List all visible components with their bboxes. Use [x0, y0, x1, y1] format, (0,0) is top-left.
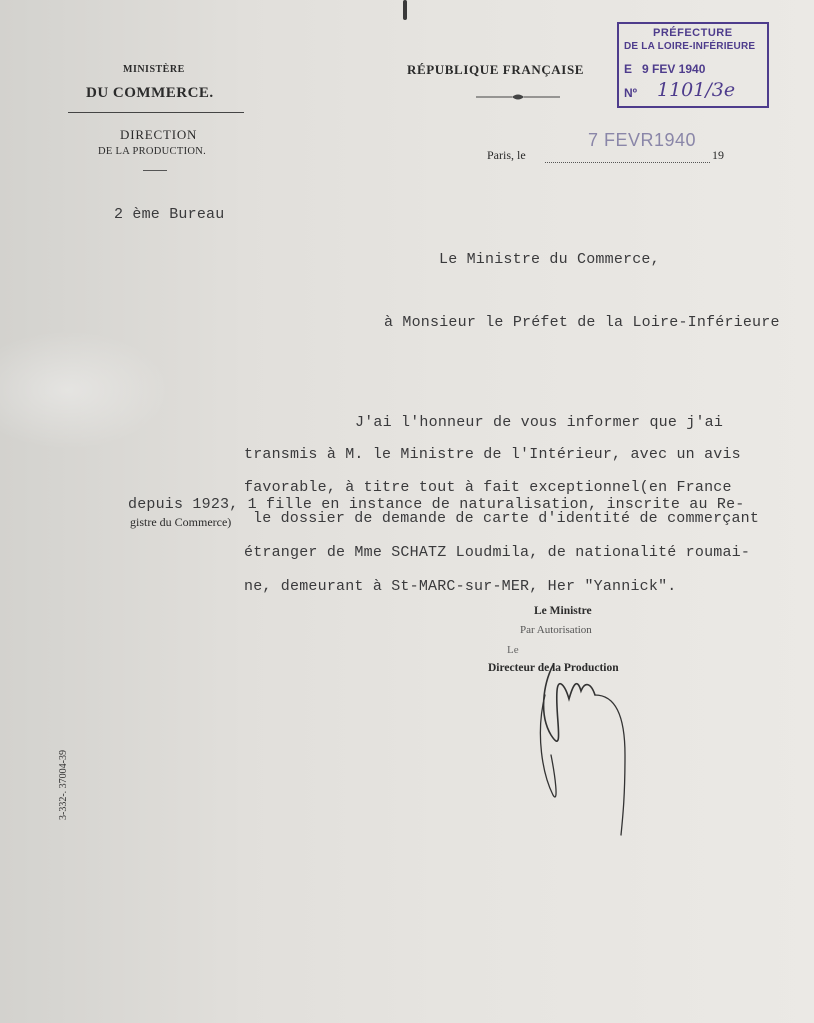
direction-label: DIRECTION [120, 127, 198, 142]
stamp-line-date: E 9 FEV 1940 [624, 62, 706, 76]
place-label: Paris, le [487, 148, 526, 162]
bureau-label: 2 ème Bureau [114, 206, 225, 223]
ministry-label: MINISTÈRE [123, 64, 185, 75]
body-line-6: étranger de Mme SCHATZ Loudmila, de nationalité roumai- [244, 544, 751, 561]
signature-authorisation: Par Autorisation [520, 624, 592, 636]
direction-sub: DE LA PRODUCTION. [98, 146, 207, 157]
body-line-7: ne, demeurant à St-MARC-sur-MER, Her "Yannick". [244, 578, 677, 595]
body-line-1: J'ai l'honneur de vous informer que j'ai [355, 414, 724, 431]
prefecture-stamp [617, 22, 769, 108]
body-line-5: le dossier de demande de carte d'identité de commerçant [253, 510, 760, 527]
direction-rule [143, 170, 167, 171]
body-line-4: depuis 1923, 1 fille en instance de naturalisation, inscrite au Re- [128, 496, 745, 513]
signature-title: Le Ministre [534, 605, 592, 617]
handwritten-signature [525, 655, 645, 845]
ministry-name: DU COMMERCE. [86, 85, 214, 101]
stamp-line-department: DE LA LOIRE-INFÉRIEURE [624, 41, 756, 52]
stamp-handwritten-number: 1101/3e [657, 79, 736, 101]
stamp-line-number-label: Nº [624, 86, 638, 100]
body-line-2: transmis à M. le Ministre de l'Intérieur, avec un avis [244, 446, 741, 463]
paper-shadow [0, 330, 170, 450]
signature-director: Directeur de la Production [488, 662, 619, 674]
recipient-line: à Monsieur le Préfet de la Loire-Inférieure [384, 314, 780, 331]
date-dotted-line [545, 162, 710, 163]
ornament-rule [476, 92, 560, 102]
signature-le: Le [507, 644, 519, 656]
letterhead-rule [68, 112, 244, 113]
date-stamp: 7 FEVR1940 [588, 130, 697, 150]
year-prefix: 19 [712, 148, 724, 162]
body-line-3: favorable, à titre tout à fait exceptionnel(en France [244, 479, 732, 496]
sender-line: Le Ministre du Commerce, [439, 251, 660, 268]
margin-insert: gistre du Commerce) [130, 515, 232, 529]
republic-title: RÉPUBLIQUE FRANÇAISE [407, 62, 585, 77]
form-code: 3-332-. 37004-39 [58, 750, 69, 820]
stamp-line-prefecture: PRÉFECTURE [653, 27, 733, 39]
staple-mark [403, 0, 407, 20]
